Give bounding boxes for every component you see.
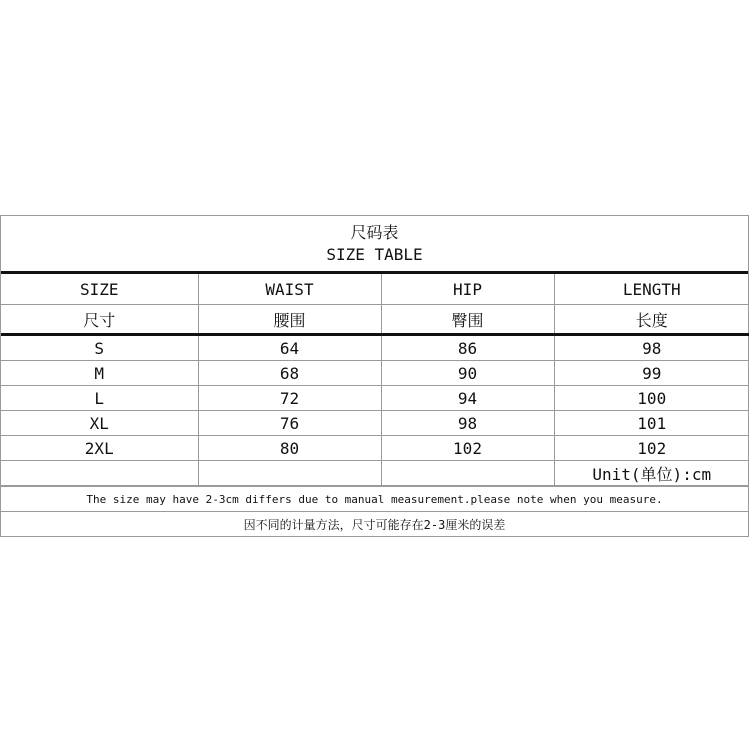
hip-cell: 94 bbox=[381, 386, 554, 411]
empty-cell bbox=[1, 461, 198, 486]
column-header-size-cn: 尺寸 bbox=[1, 305, 198, 335]
length-cell: 102 bbox=[554, 436, 749, 461]
waist-cell: 76 bbox=[198, 411, 381, 436]
size-cell: L bbox=[1, 386, 198, 411]
unit-row bbox=[1, 461, 749, 486]
measurement-note-cn: 因不同的计量方法，尺寸可能存在2-3厘米的误差 bbox=[1, 511, 748, 536]
column-header-waist-cn: 腰围 bbox=[198, 305, 381, 335]
empty-cell bbox=[198, 461, 381, 486]
header-row-cn bbox=[1, 305, 749, 335]
hip-cell: 90 bbox=[381, 361, 554, 386]
waist-cell: 64 bbox=[198, 335, 381, 361]
hip-cell: 86 bbox=[381, 335, 554, 361]
table-row bbox=[1, 386, 749, 411]
waist-cell: 68 bbox=[198, 361, 381, 386]
chart-header bbox=[1, 216, 748, 274]
header-row-en bbox=[1, 274, 749, 305]
waist-cell: 72 bbox=[198, 386, 381, 411]
size-cell: XL bbox=[1, 411, 198, 436]
length-cell: 99 bbox=[554, 361, 749, 386]
column-header-waist: WAIST bbox=[198, 274, 381, 305]
length-cell: 100 bbox=[554, 386, 749, 411]
length-cell: 101 bbox=[554, 411, 749, 436]
column-header-length: LENGTH bbox=[554, 274, 749, 305]
hip-cell: 98 bbox=[381, 411, 554, 436]
hip-cell: 102 bbox=[381, 436, 554, 461]
table-row bbox=[1, 436, 749, 461]
size-table bbox=[1, 274, 749, 486]
waist-cell: 80 bbox=[198, 436, 381, 461]
unit-note: Unit(单位):cm bbox=[554, 461, 749, 486]
column-header-size: SIZE bbox=[1, 274, 198, 305]
chart-title-cn: 尺码表 bbox=[350, 222, 399, 242]
size-cell: M bbox=[1, 361, 198, 386]
empty-cell bbox=[381, 461, 554, 486]
size-cell: S bbox=[1, 335, 198, 361]
column-header-length-cn: 长度 bbox=[554, 305, 749, 335]
table-row bbox=[1, 335, 749, 361]
table-row bbox=[1, 411, 749, 436]
length-cell: 98 bbox=[554, 335, 749, 361]
size-cell: 2XL bbox=[1, 436, 198, 461]
size-chart bbox=[0, 215, 749, 537]
table-row bbox=[1, 361, 749, 386]
column-header-hip-cn: 臀围 bbox=[381, 305, 554, 335]
column-header-hip: HIP bbox=[381, 274, 554, 305]
measurement-note-en: The size may have 2-3cm differs due to manual measurement.please note when you measure. bbox=[1, 486, 748, 511]
chart-title-en: SIZE TABLE bbox=[326, 244, 423, 264]
